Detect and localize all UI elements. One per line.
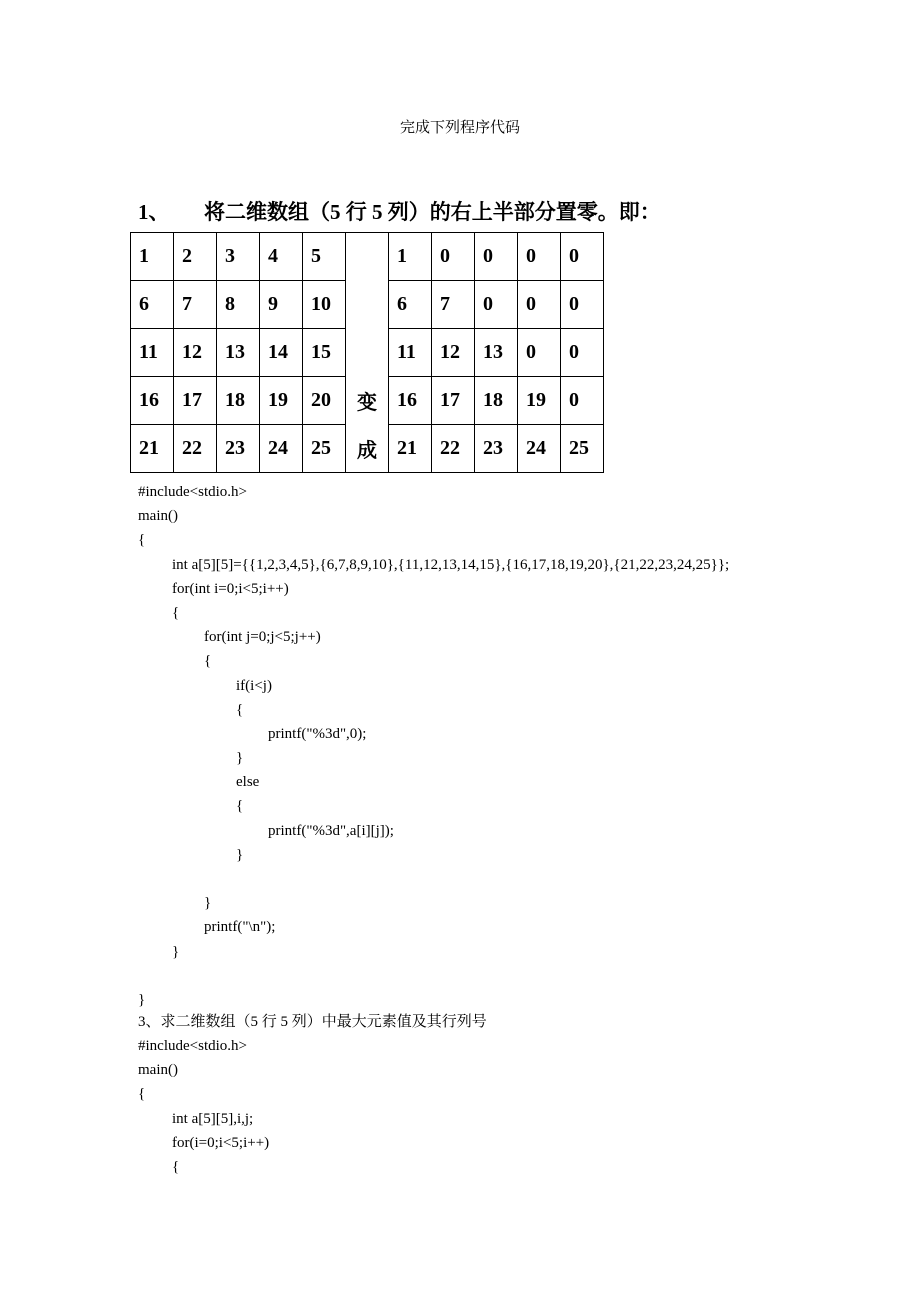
code-line: int a[5][5],i,j; — [172, 1110, 254, 1127]
code-line: #include<stdio.h> — [138, 484, 247, 500]
code-line: { — [172, 1158, 180, 1175]
question-1-heading — [138, 196, 661, 226]
code-line: } — [138, 991, 146, 1008]
left-matrix-cell: 6 — [131, 281, 174, 329]
matrix-row — [131, 377, 604, 425]
code-line: printf("\n"); — [204, 919, 276, 936]
code-line: int a[5][5]={{1,2,3,4,5},{6,7,8,9,10},{11,12,13,14,15},{16,17,18,19,20},{21,22,23,24,25}}; — [172, 556, 730, 573]
code-block-1 — [138, 480, 729, 1012]
matrix-row — [131, 425, 604, 473]
right-matrix-cell: 11 — [389, 329, 432, 377]
code-line: printf("%3d",a[i][j]); — [268, 822, 394, 839]
right-matrix-cell: 0 — [518, 233, 561, 281]
code-line: { — [236, 701, 244, 718]
right-matrix-cell: 12 — [432, 329, 475, 377]
left-matrix-cell: 19 — [260, 377, 303, 425]
left-matrix-cell: 9 — [260, 281, 303, 329]
code-line: main() — [138, 508, 178, 525]
left-matrix-cell: 22 — [174, 425, 217, 473]
right-matrix-cell: 1 — [389, 233, 432, 281]
code-line: } — [204, 895, 212, 912]
right-matrix-cell: 0 — [561, 233, 604, 281]
left-matrix-cell: 14 — [260, 329, 303, 377]
matrix-row — [131, 329, 604, 377]
right-matrix-cell: 0 — [518, 281, 561, 329]
code-line: if(i<j) — [236, 677, 272, 694]
code-line — [138, 964, 729, 988]
code-line — [138, 867, 729, 891]
code-line: main() — [138, 1062, 178, 1079]
right-matrix-cell: 0 — [561, 281, 604, 329]
code-block-3 — [138, 1034, 269, 1179]
right-matrix-cell: 23 — [475, 425, 518, 473]
code-line: } — [236, 846, 244, 863]
left-matrix-cell: 16 — [131, 377, 174, 425]
left-matrix-cell: 13 — [217, 329, 260, 377]
code-line: { — [204, 653, 212, 670]
matrix-row — [131, 233, 604, 281]
left-matrix-cell: 18 — [217, 377, 260, 425]
left-matrix-cell: 4 — [260, 233, 303, 281]
right-matrix-cell: 17 — [432, 377, 475, 425]
right-matrix-cell: 21 — [389, 425, 432, 473]
right-matrix-cell: 24 — [518, 425, 561, 473]
left-matrix-cell: 5 — [303, 233, 346, 281]
code-line: #include<stdio.h> — [138, 1038, 247, 1054]
transform-label-top: 变 — [346, 377, 389, 425]
left-matrix-cell: 24 — [260, 425, 303, 473]
code-line: { — [138, 532, 146, 549]
left-matrix-cell: 11 — [131, 329, 174, 377]
code-line: { — [172, 604, 180, 621]
transform-spacer — [346, 329, 389, 377]
right-matrix-cell: 0 — [475, 233, 518, 281]
question-3-text: 3、求二维数组（5 行 5 列）中最大元素值及其行列号 — [138, 1014, 487, 1030]
code-line: for(int i=0;i<5;i++) — [172, 580, 289, 597]
right-matrix-cell: 22 — [432, 425, 475, 473]
left-matrix-cell: 25 — [303, 425, 346, 473]
left-matrix-cell: 8 — [217, 281, 260, 329]
left-matrix-cell: 10 — [303, 281, 346, 329]
left-matrix-cell: 15 — [303, 329, 346, 377]
right-matrix-cell: 19 — [518, 377, 561, 425]
left-matrix-cell: 23 — [217, 425, 260, 473]
right-matrix-cell: 0 — [432, 233, 475, 281]
right-matrix-cell: 0 — [475, 281, 518, 329]
code-line: for(i=0;i<5;i++) — [172, 1134, 270, 1151]
question-1-text: 将二维数组（5 行 5 列）的右上半部分置零。即： — [204, 200, 661, 224]
transform-spacer — [346, 233, 389, 281]
right-matrix-cell: 16 — [389, 377, 432, 425]
code-line: } — [236, 750, 244, 767]
left-matrix-cell: 7 — [174, 281, 217, 329]
matrix-table — [130, 232, 604, 473]
right-matrix-cell: 6 — [389, 281, 432, 329]
right-matrix-cell: 13 — [475, 329, 518, 377]
left-matrix-cell: 1 — [131, 233, 174, 281]
code-line: { — [138, 1086, 146, 1103]
left-matrix-cell: 20 — [303, 377, 346, 425]
code-line: printf("%3d",0); — [268, 725, 367, 742]
left-matrix-cell: 12 — [174, 329, 217, 377]
left-matrix-cell: 21 — [131, 425, 174, 473]
left-matrix-cell: 3 — [217, 233, 260, 281]
right-matrix-cell: 18 — [475, 377, 518, 425]
code-line: } — [172, 943, 180, 960]
code-line: for(int j=0;j<5;j++) — [204, 629, 321, 646]
right-matrix-cell: 25 — [561, 425, 604, 473]
code-line: { — [236, 798, 244, 815]
right-matrix-cell: 7 — [432, 281, 475, 329]
question-1-number: 1、 — [138, 200, 170, 224]
code-line: else — [236, 774, 260, 791]
transform-spacer — [346, 281, 389, 329]
transform-label-bottom: 成 — [346, 425, 389, 473]
page-title: 完成下列程序代码 — [399, 120, 520, 136]
right-matrix-cell: 0 — [518, 329, 561, 377]
right-matrix-cell: 0 — [561, 377, 604, 425]
left-matrix-cell: 17 — [174, 377, 217, 425]
matrix-row — [131, 281, 604, 329]
right-matrix-cell: 0 — [561, 329, 604, 377]
left-matrix-cell: 2 — [174, 233, 217, 281]
